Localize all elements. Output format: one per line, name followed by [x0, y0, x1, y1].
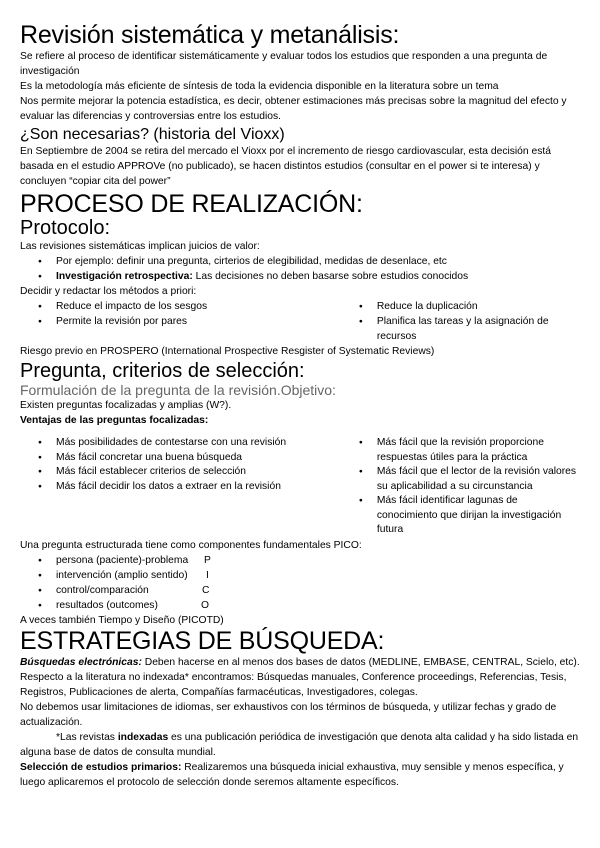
list-item: ● Más fácil que el lector de la revisión valores su aplicabilidad a su circunstancia: [341, 465, 580, 494]
paragraph: Se refiere al proceso de identificar sistemáticamente y evaluar todos los estudios que responden a una pregunta de investigación: [20, 51, 548, 77]
list-item: ● Investigación retrospectiva: Las decisiones no deben basarse sobre estudios conocidos: [20, 269, 580, 284]
paragraph: Respecto a la literatura no indexada* encontramos: Búsquedas manuales, Conference proceedings, Referencias, Tesis, Registros, Publicaciones de alerta, Compañías farmacéuticas, Investigadores, colegas.: [20, 671, 567, 698]
paragraph: Nos permite mejorar la potencia estadística, es decir, obtener estimaciones más precisas sobre la magnitud del efecto y evaluar las diferencias y controversias entre los estudios.: [20, 96, 567, 122]
paragraph: Decidir y redactar los métodos a priori:: [20, 286, 197, 297]
paragraph: Las revisiones sistemáticas implican juicios de valor:: [20, 241, 260, 252]
paragraph-busquedas-electronicas: Búsquedas electrónicas: Deben hacerse en al menos dos bases de datos (MEDLINE, EMBASE, CENTRAL, Scielo, etc).: [20, 656, 580, 668]
ventajas-right-list: [341, 436, 580, 538]
heading-protocolo: Protocolo:: [20, 217, 111, 239]
list-item: ● Permite la revisión por pares: [20, 314, 341, 329]
pico-list: [20, 553, 580, 613]
list-item: ● Más fácil identificar lagunas de conocimiento que dirijan la investigación futura: [341, 494, 580, 538]
list-item: ● Reduce la duplicación: [341, 299, 580, 314]
pico-item: ● resultados (outcomes) O: [20, 598, 580, 613]
list-item: ● Más fácil establecer criterios de selección: [20, 465, 341, 480]
metodos-right-list: [341, 299, 580, 344]
pico-item: ● persona (paciente)-problema P: [20, 553, 580, 568]
ventajas-heading: Ventajas de las preguntas focalizadas:: [20, 415, 209, 426]
heading-pregunta: Pregunta, criterios de selección:: [20, 360, 305, 382]
paragraph: Es la metodología más eficiente de síntesis de toda la evidencia disponible en la literatura sobre un tema: [20, 81, 499, 92]
paragraph-nota-indexadas: *Las revistas indexadas es una publicación periódica de investigación que denota alta calidad y ha sido listada en alguna base de datos de consulta mundial.: [20, 731, 579, 758]
metodos-columns: [20, 299, 580, 344]
list-item: ● Más fácil concretar una buena búsqueda: [20, 451, 341, 466]
list-item: ● Planifica las tareas y la asignación de recursos: [341, 314, 580, 344]
paragraph-prospero: Riesgo previo en PROSPERO (International Prospective Resgister of Systematic Reviews): [20, 346, 435, 357]
heading-revision-sistematica: Revisión sistemática y metanálisis:: [20, 21, 400, 49]
pico-item: ● intervención (amplio sentido) I: [20, 568, 580, 583]
paragraph: Existen preguntas focalizadas y amplias (W?).: [20, 400, 232, 411]
paragraph-vioxx: En Septiembre de 2004 se retira del mercado el Vioxx por el incremento de riesgo cardiovascular, esta decisión está basada en el estudio APPROVe (no publicado), se hacen distintos estudios (consultar en el power si te interesa) y concluyen “copiar cita del power”: [20, 146, 551, 187]
metodos-left-list: [20, 299, 341, 344]
list-item: ● Reduce el impacto de los sesgos: [20, 299, 341, 314]
heading-estrategias: ESTRATEGIAS DE BÚSQUEDA:: [20, 626, 385, 655]
heading-son-necesarias: ¿Son necesarias? (historia del Vioxx): [20, 126, 285, 143]
pico-item: ● control/comparación C: [20, 583, 580, 598]
paragraph-pico: Una pregunta estructurada tiene como componentes fundamentales PICO:: [20, 539, 362, 551]
ventajas-columns: [20, 436, 580, 538]
paragraph-picotd: A veces también Tiempo y Diseño (PICOTD): [20, 614, 224, 626]
paragraph: No debemos usar limitaciones de idiomas, ser exhaustivos con los términos de búsqueda, y utilizar fechas y grado de actualización.: [20, 701, 557, 728]
subheading-formulacion: Formulación de la pregunta de la revisión.Objetivo:: [20, 382, 336, 398]
protocolo-list: [20, 254, 580, 284]
list-item: ● Por ejemplo: definir una pregunta, cirterios de elegibilidad, medidas de desenlace, etc: [20, 254, 580, 269]
ventajas-left-list: [20, 436, 341, 538]
list-item: ● Más fácil decidir los datos a extraer en la revisión: [20, 480, 341, 495]
paragraph-seleccion: Selección de estudios primarios: Realizaremos una búsqueda inicial exhaustiva, muy sensible y menos específica, y luego aplicaremos el protocolo de selección donde seremos altamente específicos.: [20, 761, 564, 788]
list-item: ● Más fácil que la revisión proporcione respuestas útiles para la práctica: [341, 436, 580, 465]
list-item: ● Más posibilidades de contestarse con una revisión: [20, 436, 341, 451]
heading-proceso: PROCESO DE REALIZACIÓN:: [20, 190, 363, 218]
